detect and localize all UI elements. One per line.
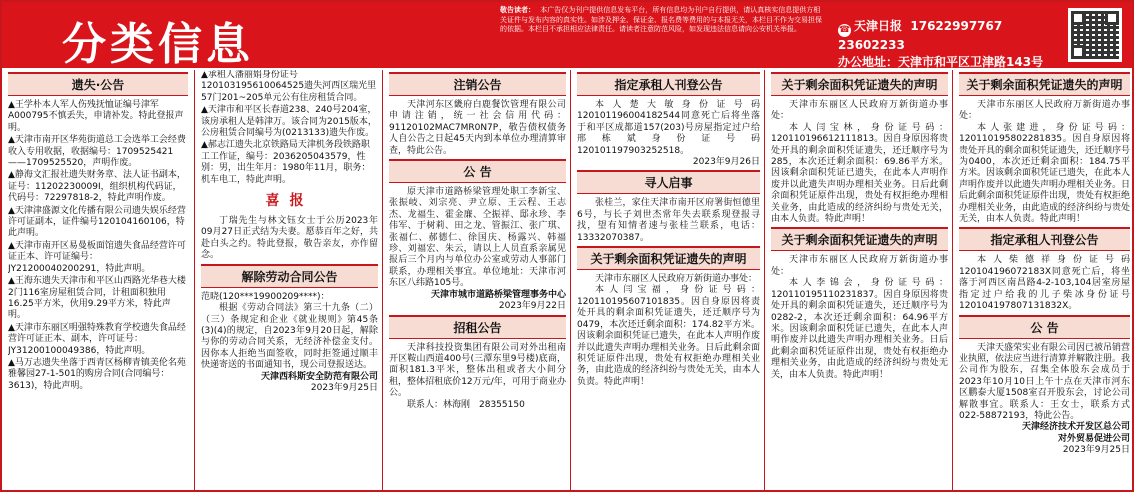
gonggao-text: 原天津市道路桥梁管理处职工李新宝、张振岐、刘宗亮、尹立原、王云程、王志杰、龙福生、霍金廉、仝振祥、邸永珍、李伟军、于树莉、田之龙、管振江、张广琪、张福仁、郝德仁、徐国庆、杨露兴、韩福珍、刘福宏、朱云，请以上人员直系亲属见报后三个月内与单位办公室或劳动人事部门联系，办理相关事宜。单位地址：天津市河东区八纬路105号。: [389, 187, 566, 289]
lost-notice-item: ▲天津市东丽区明强特殊教育学校遗失食品经营许可证正本、副本，许可证号：JY31200100049386，特此声明。: [8, 322, 186, 356]
gonggao-signature-text: 天津市城市道路桥梁管理事务中心: [430, 289, 566, 300]
section-title-labor: 解除劳动合同公告: [201, 264, 378, 288]
gonggao-2-date: 2023年9月25日: [1062, 445, 1130, 456]
notice-item: ▲郝志江遗失北京铁路局天津机务段铁路职工工作证，编号：2036205043579，性别：男，出生年月：1980年11月，职务：机车电工，特此声明。: [201, 140, 371, 185]
contact-block: [838, 18, 1058, 71]
declaration-3-text: 本人张建进，身份证号码：120110195802281835。因自身原因将贵处开具的剩余面积凭证遗失，还迁顺序号为0400，本次还迁剩余面积：184.75平方米。因该剩余面积凭证已遗失，在此本人声明作废并以此遗失声明办理相关业务。日后此剩余面积凭证原件出现，贵处有权拒绝办理相关业务，由此造成的经济纠纷与贵处无关，由本人负责。特此声明！: [959, 122, 1130, 225]
section-title-declaration: 关于剩余面积凭证遗失的声明: [577, 246, 760, 270]
header-banner: [2, 2, 1132, 68]
section-brand-title: 分类信息: [62, 19, 254, 70]
declaration-text: 本人闫宝福，身份证号码：120110195607101835。因自身原因将责处开具的剩余面积凭证遗失，还迁顺序号为0479，本次还迁剩余面积：174.82平方米。因该剩余面积凭证已遗失，在此本人声明作废并以此遗失声明办理相关业务。日后此剩余面积凭证原件出现，贵处有权拒绝办理相关业务，由此造成的经济纠纷与贵处无关，由本人负责。特此声明！: [577, 285, 760, 387]
gonggao-2-text: 天津天盛荣实业有限公司因已被吊销营业执照，依法应当进行清算并解散注册。我公司作为股东，召集全体股东会成员于2023年10月10日上午十点在天津市河东区鹏泰大厦1508室召开股东会，讨论公司解散事宜。联系人：王女士，联系方式022-58872193，特此公告。: [959, 342, 1130, 421]
notice-item: ▲天津市和平区长春道238、240号204室，该房承租人是韩津万。该合同为2015版本，公房租赁合同编号为(0213133)遗失作废。: [201, 105, 377, 139]
contact-phones: 17622997767 23602233: [838, 19, 1003, 52]
assign-date: 2023年9月26日: [692, 157, 760, 168]
declaration-2-lead: 天津市东丽区人民政府万新街道办事处：: [771, 255, 948, 277]
gonggao-2-signature-2-text: 对外贸易促进公司: [1057, 433, 1130, 444]
contact-phone-label: 天津日报: [854, 19, 903, 33]
contact-address-line: [838, 54, 1058, 71]
declaration-1-lead: 天津市东丽区人民政府万新街道办事处：: [771, 100, 948, 122]
section-title-assign-2: 指定承租人刊登公告: [959, 227, 1130, 251]
labor-signature-text: 天津西科斯安全防范有限公司: [260, 371, 378, 382]
section-title-invite: 招租公告: [389, 315, 566, 339]
happy-announcement: 丁瑞先生与林文钰女士于公历2023年09月27日正式结为夫妻。愿恭百年之好，共赴白头之约。特此登报，敬告亲友，亦作留念。: [201, 216, 378, 261]
gonggao-date: 2023年9月22日: [498, 301, 566, 312]
section-title-gonggao-2: 公 告: [959, 315, 1130, 339]
section-title-happy: 喜报: [265, 193, 314, 210]
notice-list-2: [201, 70, 378, 186]
section-title-gonggao: 公 告: [389, 159, 566, 183]
declaration-lead: 天津市东丽区人民政府万新街道办事处：: [595, 274, 758, 285]
column-lost-notices: [8, 70, 188, 490]
declaration-1-text: 本人闫宝林，身份证号码：120110196612111813。因自身原因将贵处开具的剩余面积凭证遗失，还迁顺序号为285，本次还迁剩余面积：69.86平方米。因该剩余面积凭证已遗失，在此本人声明作废并以此遗失声明办理相关业务。日后此剩余面积凭证原件出现，贵处有权拒绝办理相关业务，由此造成的经济纠纷与贵处无关，由本人负责。特此声明！: [771, 122, 948, 225]
lost-notice-item: ▲天津市南开区易曼板面馆遗失食品经营许可证正本、许可证编号：JY21200040200291，特此声明。: [8, 240, 186, 274]
gonggao-2-signature-2: [959, 434, 1130, 445]
column-notices-6: [952, 70, 1130, 490]
gonggao-signature: [389, 290, 566, 301]
column-notices-4: [570, 70, 760, 490]
assign-2-text: 本人柴德祥身份证号码120104196072183X同意死亡后，将坐落于河西区南昌路4-2-103,104居室房屋指定过户给我的儿子柴冰身份证号120104197807131832X。: [959, 255, 1130, 312]
lost-notice-item: ▲静海文汇报社遗失财务章、法人证书副本，证号：11202230009I，组织机构代码证，代码号：72297818-2，特此声明作废。: [8, 170, 186, 204]
section-title-declaration-2: 关于剩余面积凭证遗失的声明: [771, 227, 948, 251]
lost-notice-item: ▲天津市南开区华苑街道总工会选举工会经费收入专用收据，收据编号：1709525421——1709525520，声明作废。: [8, 135, 186, 169]
reader-notice-label: 敬告读者：: [500, 6, 535, 14]
labor-date: 2023年9月25日: [310, 382, 378, 393]
lost-notice-item: ▲王学朴本人军人伤残抚恤证编号津军A000795不慎丢失，申请补发。特此登报声明。: [8, 100, 184, 133]
cancel-text: 天津河东区畿府白鹿餐饮管理有限公司申请注销，统一社会信用代码：91120102MAC7MR0N7P，敬告债权债务人自公告之日起45天内到本单位办理清算审查，特此公告。: [389, 100, 566, 156]
column-notices-3: [382, 70, 566, 490]
gonggao-2-signature-1: [959, 422, 1130, 433]
lost-notice-item: ▲天津津盛源文化传播有限公司遗失娱乐经营许可证副本，证件编号120104160106，特此声明。: [8, 205, 186, 239]
labor-text: 根据《劳动合同法》第三十九条（二）（三）条规定和企业《就业规则》第45条(3)(4)的规定，自2023年9月20日起，解除与你的劳动合同关系，无经济补偿金支付。因你本人拒绝当面签收，同时拒签通过顺丰快递寄送的书面通知书，现公司登报送达。: [201, 303, 378, 371]
declaration-2-text: 本人李锦会，身份证号码：120110195110231837。因自身原因将贵处开具的剩余面积凭证遗失，还迁顺序号为0282-2，本次还迁剩余面积：64.96平方米。因该剩余面积凭证已遗失，在此本人声明作废并以此遗失声明办理相关业务。日后此剩余面积凭证原件出现，贵处有权拒绝办理相关业务，由此造成的经济纠纷与贵处无关，由本人负责。特此声明！: [771, 278, 948, 380]
section-title-search: 寻人启事: [577, 170, 760, 194]
reader-notice-text: 本广告仅为刊户提供信息发布平台，所有信息均为刊户自行提供，请认真核实信息提供方相关证件与发布内容的真实性。如涉及押金、保证金、报名费等费用的与本报无关，本栏目不作为交易担保的依据。本栏目不承担相应法律责任。请读者注意防范风险，如发现违法信息请向公安机关举报。: [500, 6, 822, 33]
contact-phone-line: [838, 18, 1058, 54]
assign-text: 本人楚大敏身份证号码120101196004182544同意死亡后将坐落于和平区成都道157(203)号房屋指定过户给邢栋斌身份证号码120101197903252518。: [577, 100, 760, 156]
section-title-cancel: 注销公告: [389, 72, 566, 96]
invite-text: 天津科技投资集团有限公司对外出租南开区鞍山西道400号(三潭东里9号楼)底商，面积181.3平米，整体出租或者大小间分租，整体招租底价12万元/年，可用于商业办公。: [389, 342, 566, 399]
qr-code-icon: [1068, 8, 1122, 62]
lost-notice-item: ▲马万志遗失坐落于西青区杨柳青镇美伦名苑雅馨园27-1-501的购房合同(合同编号：3613)，特此声明。: [8, 357, 186, 391]
labor-recipient: 范晓(120***19900209****)：: [201, 291, 330, 302]
section-title-declaration-3: 关于剩余面积凭证遗失的声明: [959, 72, 1130, 96]
labor-signature: [201, 372, 378, 383]
search-text: 张桂兰，家住天津市南开区府署街恒德里6号，与长子刘世杰常年失去联系现登报寻找，望有知情者速与张桂兰联系，电话：13332070387。: [577, 198, 760, 243]
section-title-assign: 指定承租人刊登公告: [577, 72, 760, 96]
phone-icon: ☎: [838, 25, 851, 35]
contact-address: 天津市和平区卫津路143号: [898, 55, 1044, 69]
lost-notice-list: [8, 100, 188, 392]
contact-address-label: 办公地址：: [838, 55, 899, 69]
lost-notice-item: ▲王海东遗失天津市和平区山西路光华巷大楼2门116室房屋租赁合同，计租面积独用16.25平方米，伙用9.29平方米，特此声明。: [8, 276, 186, 321]
invite-contact: 联系人：林海刚 28355150: [407, 399, 525, 410]
column-notices-2: [194, 70, 378, 490]
declaration-3-lead: 天津市东丽区人民政府万新街道办事处：: [959, 100, 1130, 122]
column-notices-5: [764, 70, 948, 490]
reader-notice: [500, 6, 822, 64]
section-title-declaration-1: 关于剩余面积凭证遗失的声明: [771, 72, 948, 96]
notice-item: ▲承租人潘丽娟身份证号120103195610064525遗失河西区瑞光里57门201~205单元公有住房租赁合同。: [201, 70, 377, 103]
section-title-lost: 遗失·公告: [8, 72, 188, 96]
gonggao-2-signature-1-text: 天津经济技术开发区总公司: [1021, 422, 1130, 433]
